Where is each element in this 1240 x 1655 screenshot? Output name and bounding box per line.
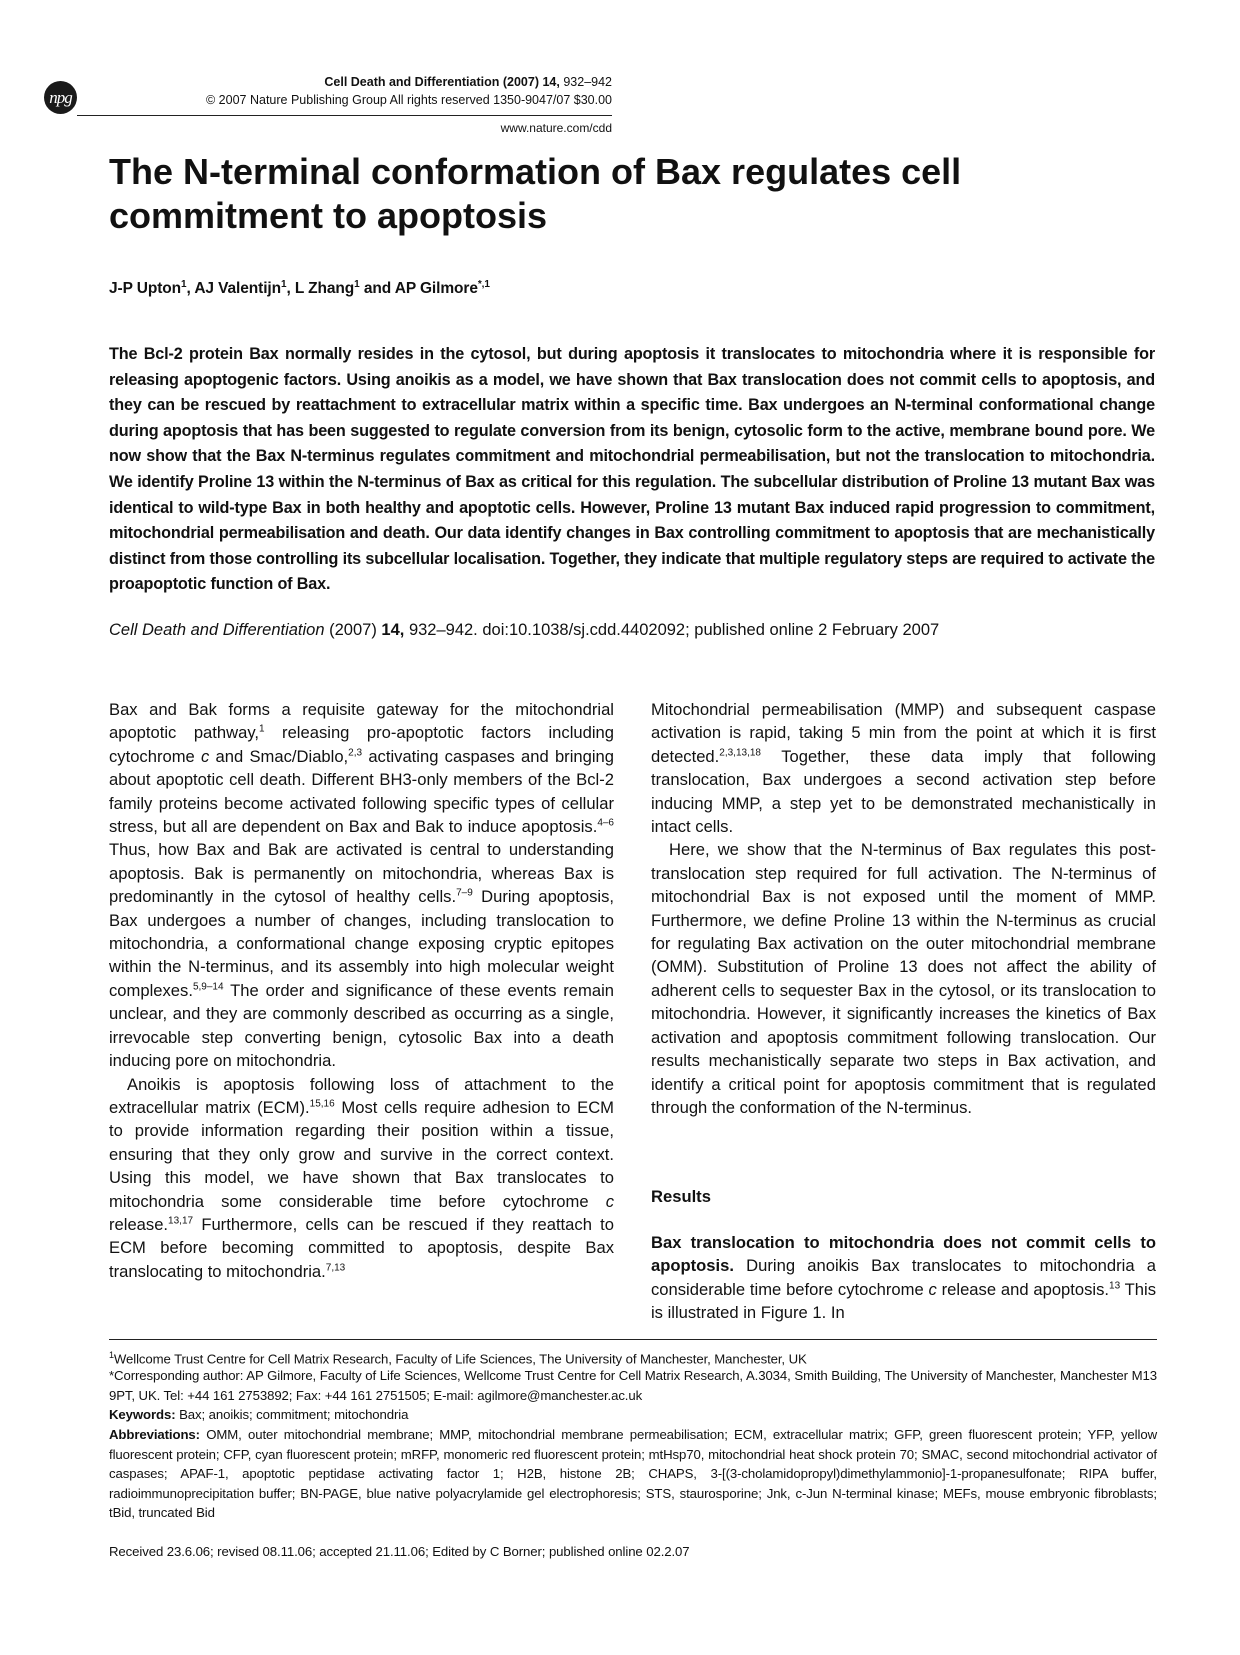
abbreviations-label: Abbreviations: [109, 1427, 200, 1442]
header-rule [77, 115, 612, 116]
text-run: During apoptosis, Bax undergoes a number of changes, including translocation to mitochondria, a conformational change exposing cryptic epitopes within the N-terminus, and its assembly into high molecular weight complexes. [109, 887, 614, 1000]
text-run: releasing pro-apoptotic factors including cytochrome [109, 723, 614, 766]
author-affiliation-mark: 1 [354, 279, 360, 290]
keywords-label: Keywords: [109, 1407, 176, 1422]
text-run: Together, these data imply that following translocation, Bax undergoes a second activation step before inducing MMP, a step yet to be demonstrated mechanistically in intact cells. [651, 746, 1156, 837]
reference-mark[interactable]: 1 [259, 723, 265, 735]
reference-mark[interactable]: 2,3 [348, 747, 363, 759]
text-run: release. [109, 1214, 169, 1234]
reference-mark[interactable]: 5,9–14 [192, 981, 224, 993]
text-run: Mitochondrial permeabilisation (MMP) and subsequent caspase activation is rapid, taking 5 min from the point at which it is first detected. [651, 700, 1156, 766]
journal-name: Cell Death and Differentiation (2007) 14, [324, 75, 560, 89]
journal-info [160, 74, 612, 90]
abbreviations-text: OMM, outer mitochondrial membrane; MMP, mitochondrial membrane permeabilisation; ECM, extracellular matrix; GFP, green fluorescent protein; YFP, yellow fluorescent protein; CFP, cyan fluorescent protein; mRFP, monomeric red fluorescent protein; mtHsp70, mitochondrial heat shock protein 70; SMAC, second mitochondrial activator of caspases; APAF-1, apoptotic peptidase activating factor 1; H2B, histone 2B; CHAPS, 3-[(3-cholamidopropyl)dimethylammonio]-1-propanesulfonate; RIPA buffer, radioimmunoprecipitation buffer; BN-PAGE, blue native polyacrylamide gel electrophoresis; STS, staurosporine; Jnk, c-Jun N-terminal kinase; MEFs, mouse embryonic fibroblasts; tBid, truncated Bid [109, 1427, 1157, 1520]
text-run: activating caspases and bringing about apoptotic cell death. Different BH3-only members of the Bcl-2 family proteins become activated following specific types of cellular stress, but all are dependent on Bax and Bak to induce apoptosis. [109, 746, 614, 837]
abstract: The Bcl-2 protein Bax normally resides in the cytosol, but during apoptosis it translocates to mitochondria where it is responsible for releasing apoptogenic factors. Using anoikis as a model, we have shown that Bax translocation does not commit cells to apoptosis, and they can be rescued by reattachment to extracellular matrix within a specific time. Bax undergoes an N-terminal conformational change during apoptosis that has been suggested to regulate conversion from its benign, cytosolic form to the active, membrane bound pore. We now show that the Bax N-terminus regulates commitment and mitochondrial permeabilisation, but not the translocation to mitochondria. We identify Proline 13 within the N-terminus of Bax as critical for this regulation. The subcellular distribution of Proline 13 mutant Bax was identical to wild-type Bax in both healthy and apoptotic cells. However, Proline 13 mutant Bax induced rapid progression to commitment, mitochondrial permeabilisation and death. Our data identify changes in Bax controlling commitment to apoptosis that are mechanistically distinct from those controlling its subcellular localisation. Together, they indicate that multiple regulatory steps are required to activate the proapoptotic function of Bax. [109, 345, 1155, 594]
author-valentijn: , AJ Valentijn [186, 280, 281, 298]
journal-url[interactable]: www.nature.com/cdd [500, 121, 612, 135]
text-run: c [201, 746, 210, 766]
npg-logo: npg [44, 81, 77, 114]
author-affiliation-mark: 1 [280, 279, 287, 290]
reference-mark[interactable]: 2,3,13,18 [719, 747, 761, 759]
author-affiliation-mark: *,1 [477, 279, 490, 290]
results-subheading: Bax translocation to mitochondria does not commit cells to apoptosis. [651, 1233, 1156, 1276]
author-affiliation-mark: 1 [181, 279, 187, 290]
text-run: c [605, 1191, 614, 1211]
citation-line [109, 619, 939, 641]
results-paragraph [651, 1231, 1156, 1325]
author-gilmore: and AP Gilmore [359, 280, 478, 298]
copyright-line: © 2007 Nature Publishing Group All rights reserved 1350-9047/07 $30.00 [206, 93, 612, 107]
affiliation-mark: 1 [109, 1350, 114, 1360]
text-run: Bax and Bak forms a requisite gateway for the mitochondrial apoptotic pathway, [109, 700, 614, 743]
text-run: release and apoptosis. [936, 1279, 1110, 1299]
results-heading: Results [651, 1187, 711, 1206]
text-run: Most cells require adhesion to ECM to provide information regarding their position within a tissue, ensuring that they only grow and survive in the correct context. Using this model, we have shown that Bax translocates to mitochondria some considerable time before cytochrome [109, 1097, 614, 1211]
author-list [109, 279, 490, 298]
reference-mark[interactable]: 13,17 [168, 1215, 194, 1227]
affiliation-text: Wellcome Trust Centre for Cell Matrix Research, Faculty of Life Sciences, The University of Manchester, Manchester, UK [113, 1351, 807, 1367]
citation-doi: 932–942. doi:10.1038/sj.cdd.4402092; published online 2 February 2007 [404, 621, 940, 639]
reference-mark[interactable]: 13 [1109, 1280, 1121, 1292]
text-run: This is illustrated in Figure 1. In [651, 1279, 1157, 1323]
text-run: During anoikis Bax translocates to mitochondria a considerable time before cytochrome [651, 1256, 1156, 1299]
text-run: c [928, 1279, 937, 1299]
keywords [109, 1405, 1157, 1425]
footnote-rule [109, 1339, 1157, 1340]
text-run: Anoikis is apoptosis following loss of attachment to the extracellular matrix (ECM). [109, 1074, 614, 1117]
citation-journal: Cell Death and Differentiation [109, 621, 325, 639]
journal-pages: 932–942 [559, 75, 612, 89]
left-column [109, 698, 614, 1283]
citation-year: (2007) [324, 621, 382, 639]
received-dates: Received 23.6.06; revised 08.11.06; accepted 21.11.06; Edited by C Borner; published online 02.2.07 [109, 1544, 690, 1559]
citation-volume: 14, [381, 621, 405, 639]
author-upton: J-P Upton [109, 280, 182, 298]
reference-mark[interactable]: 15,16 [309, 1098, 335, 1110]
text-run: The order and significance of these events remain unclear, and they are commonly described as occurring as a single, irrevocable step converting benign, cytosolic Bax into a death inducing pore on mitochondria. [109, 980, 614, 1071]
text-run: Furthermore, cells can be rescued if they reattach to ECM before becoming committed to apoptosis, despite Bax translocating to mitochondria. [109, 1214, 614, 1281]
intro-paragraph-2 [109, 1073, 614, 1284]
reference-mark[interactable]: 4–6 [597, 817, 614, 829]
author-zhang: , L Zhang [286, 280, 355, 298]
right-column [651, 698, 1156, 1119]
text-run: and Smac/Diablo, [209, 746, 349, 766]
keywords-text: Bax; anoikis; commitment; mitochondria [175, 1407, 409, 1422]
intro-paragraph-3 [651, 698, 1156, 838]
intro-paragraph-4: Here, we show that the N-terminus of Bax regulates this post-translocation step required for full activation. The N-terminus of mitochondrial Bax is not exposed until the moment of MMP. Furthermore, we define Proline 13 within the N-terminus as crucial for regulating Bax activation on the outer mitochondrial membrane (OMM). Substitution of Proline 13 does not affect the ability of adherent cells to sequester Bax in the cytosol, or its translocation to mitochondria. However, it significantly increases the kinetics of Bax activation and apoptosis commitment following translocation. Our results mechanistically separate two steps in Bax activation, and identify a critical point for apoptosis commitment that is regulated through the conformation of the N-terminus. [651, 840, 1156, 1117]
abbreviations [109, 1425, 1157, 1523]
text-run: Thus, how Bax and Bak are activated is central to understanding apoptosis. Bak is permanently on mitochondria, whereas Bax is predominantly in the cytosol of healthy cells. [109, 840, 614, 907]
reference-mark[interactable]: 7,13 [325, 1262, 346, 1274]
corresponding-author: *Corresponding author: AP Gilmore, Faculty of Life Sciences, Wellcome Trust Centre for Cell Matrix Research, A.3034, Smith Building, The University of Manchester, Manchester M13 9PT, UK. Tel: +44 161 2753892; Fax: +44 161 2751505; E-mail: agilmore@manchester.ac.uk [109, 1368, 1157, 1403]
reference-mark[interactable]: 7–9 [456, 887, 473, 899]
intro-paragraph-1 [109, 698, 614, 1073]
article-title: The N-terminal conformation of Bax regulates cell commitment to apoptosis [109, 151, 962, 236]
